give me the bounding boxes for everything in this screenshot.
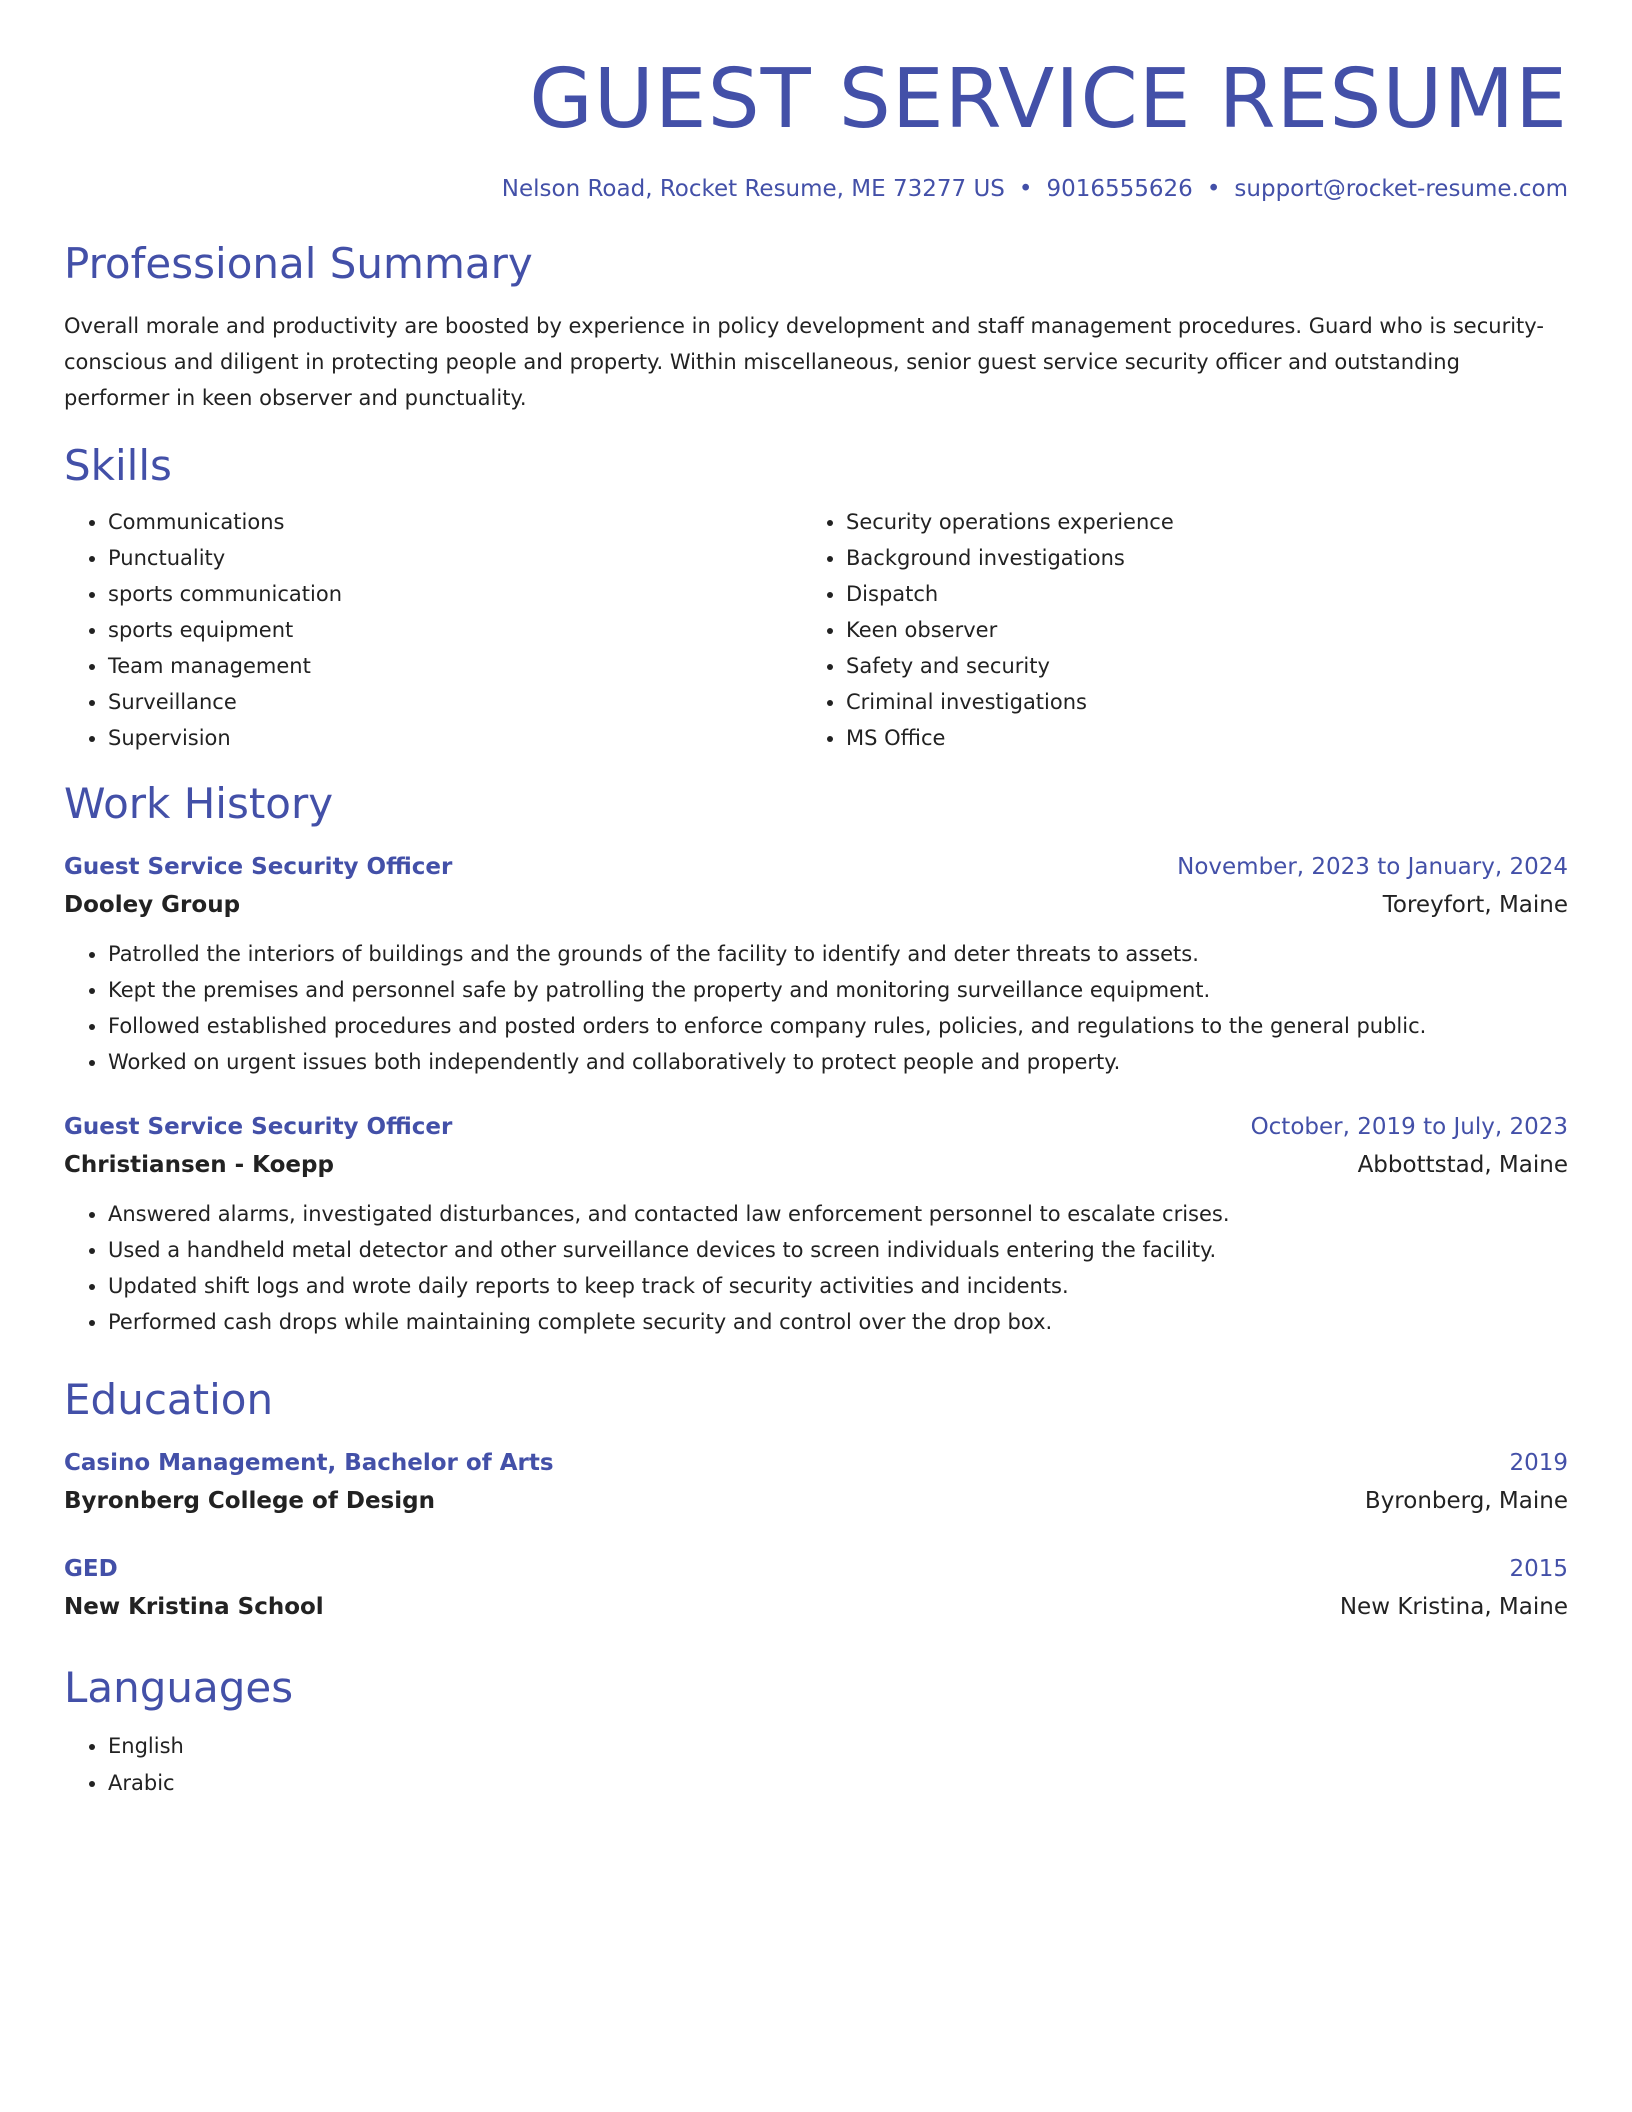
job-bullet: • Answered alarms, investigated disturbances, and contacted law enforcement personnel to escalate crises. — [108, 1196, 1568, 1232]
job-location: Toreyfort, Maine — [1382, 892, 1568, 918]
education-school-row — [64, 1482, 1568, 1520]
skill-item: • sports equipment — [108, 612, 802, 648]
education-school: New Kristina School — [64, 1594, 324, 1620]
languages-list — [64, 1728, 1568, 1802]
section-heading-education: Education — [64, 1375, 274, 1424]
skill-item: • MS Office — [846, 720, 1540, 756]
section-heading-work-history: Work History — [64, 779, 334, 828]
skills-grid — [64, 504, 1568, 756]
job-entry — [64, 848, 1568, 1080]
contact-email: support@rocket-resume.com — [1234, 176, 1568, 202]
job-entry — [64, 1108, 1568, 1340]
section-heading-languages: Languages — [64, 1663, 294, 1712]
skill-item: • Keen observer — [846, 612, 1540, 648]
skill-item: • Dispatch — [846, 576, 1540, 612]
education-header-row — [64, 1444, 1568, 1482]
job-company: Dooley Group — [64, 892, 241, 918]
section-heading-professional-summary: Professional Summary — [64, 239, 533, 288]
skill-item: • Background investigations — [846, 540, 1540, 576]
skill-item: • Security operations experience — [846, 504, 1540, 540]
education-year: 2019 — [1509, 1450, 1568, 1476]
education-school: Byronberg College of Design — [64, 1488, 435, 1514]
education-entry — [64, 1550, 1568, 1626]
education-school-row — [64, 1588, 1568, 1626]
skill-item: • Safety and security — [846, 648, 1540, 684]
job-bullet: • Patrolled the interiors of buildings and the grounds of the facility to identify and deter threats to assets. — [108, 936, 1568, 972]
job-company-row — [64, 1146, 1568, 1184]
job-bullet: • Worked on urgent issues both independently and collaboratively to protect people and property. — [108, 1044, 1568, 1080]
contact-phone: 9016555626 — [1046, 176, 1193, 202]
education-entry — [64, 1444, 1568, 1520]
language-item: • English — [108, 1728, 1568, 1765]
job-location: Abbottstad, Maine — [1357, 1152, 1568, 1178]
education-location: New Kristina, Maine — [1339, 1594, 1568, 1620]
job-dates: October, 2019 to July, 2023 — [1250, 1114, 1568, 1140]
skills-column-right — [802, 504, 1540, 756]
summary-paragraph: Overall morale and productivity are boosted by experience in policy development and staff management procedures. Guard who is security-conscious and diligent in protecting people and property. Within miscellaneous, senior guest service security officer and outstanding performer in keen observer and punctuality. — [64, 314, 1544, 410]
education-location: Byronberg, Maine — [1364, 1488, 1568, 1514]
contact-separator: • — [1206, 176, 1221, 202]
job-header-row — [64, 1108, 1568, 1146]
skill-item: • Supervision — [108, 720, 802, 756]
job-bullet: • Kept the premises and personnel safe by patrolling the property and monitoring surveillance equipment. — [108, 972, 1568, 1008]
education-year: 2015 — [1509, 1556, 1568, 1582]
job-company-row — [64, 886, 1568, 924]
job-bullet: • Used a handheld metal detector and other surveillance devices to screen individuals entering the facility. — [108, 1232, 1568, 1268]
section-heading-skills: Skills — [64, 441, 172, 490]
education-header-row — [64, 1550, 1568, 1588]
job-title: Guest Service Security Officer — [64, 1114, 453, 1140]
skill-item: • Punctuality — [108, 540, 802, 576]
language-item: • Arabic — [108, 1765, 1568, 1802]
job-dates: November, 2023 to January, 2024 — [1177, 854, 1568, 880]
job-title: Guest Service Security Officer — [64, 854, 453, 880]
contact-separator: • — [1018, 176, 1033, 202]
resume-title: GUEST SERVICE RESUME — [529, 52, 1568, 147]
job-bullet: • Updated shift logs and wrote daily reports to keep track of security activities and incidents. — [108, 1268, 1568, 1304]
education-degree: GED — [64, 1556, 118, 1582]
job-bullets — [64, 936, 1568, 1080]
contact-line — [64, 174, 1568, 204]
skill-item: • Team management — [108, 648, 802, 684]
education-degree: Casino Management, Bachelor of Arts — [64, 1450, 554, 1476]
job-bullets — [64, 1196, 1568, 1340]
skill-item: • Criminal investigations — [846, 684, 1540, 720]
job-bullet: • Followed established procedures and posted orders to enforce company rules, policies, and regulations to the general public. — [108, 1008, 1568, 1044]
job-company: Christiansen - Koepp — [64, 1152, 334, 1178]
skill-item: • Communications — [108, 504, 802, 540]
resume-header — [64, 0, 1568, 204]
job-header-row — [64, 848, 1568, 886]
skill-item: • Surveillance — [108, 684, 802, 720]
contact-address: Nelson Road, Rocket Resume, ME 73277 US — [501, 176, 1005, 202]
job-bullet: • Performed cash drops while maintaining complete security and control over the drop box. — [108, 1304, 1568, 1340]
skills-column-left — [64, 504, 802, 756]
skill-item: • sports communication — [108, 576, 802, 612]
